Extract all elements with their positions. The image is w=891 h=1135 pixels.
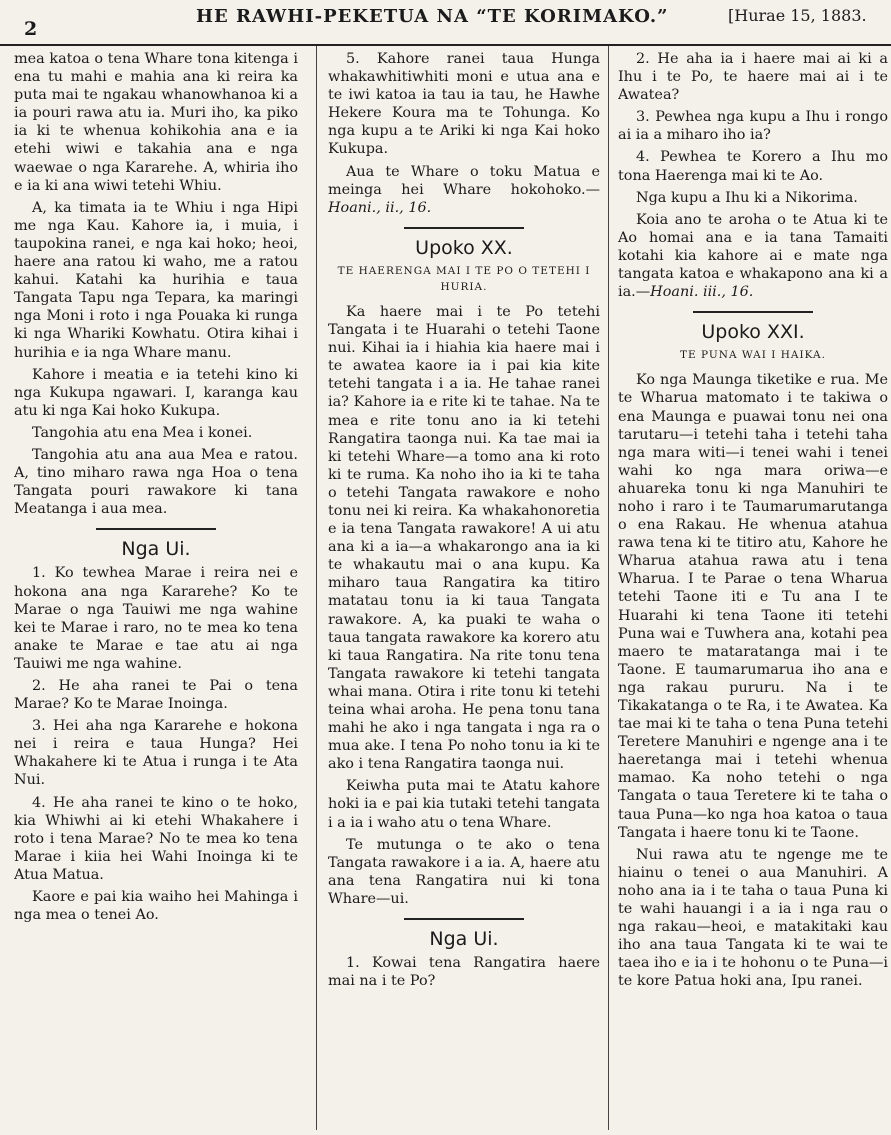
paragraph: Te mutunga o te ako o tena Tangata rawakore i a ia. A, haere atu ana tena Rangatira nui ki tona Whare—ui. (328, 836, 600, 907)
page-header (0, 0, 891, 44)
paragraph: Ka haere mai i te Po tetehi Tangata i te Huarahi o tetehi Taone nui. Kihai ia i hiahia kia haere mai i te awatea kaore ia i pai kia kite tetehi tangata i a ia. He tahae ranei ia? Kahore ia e rite ki te tahae. Na te mea e rite tonu ano ia ki tetehi Rangatira taonga nui. Ka tae mai ia ki tetehi Whare—a tomo ana ki roto ki te ruma. Ka noho iho ia ki te taha o tetehi Tangata rawakore e noho tonu nei ki reira. Ka whakahonoretia e ia tena Tangata rawakore! A ui atu ana ki a ia—a whakarongo ana ia ki te whakautu mai o ana kupu. Ka miharo taua Rangatira ka titiro matatau tonu ia ki taua Tangata rawakore. A, ka puaki te waha o taua tangata rawakore ka korero atu ki taua Rangatira. Na rite tonu tena Tangata rawakore ki tetehi tangata whai mana. Otira i rite tonu ki tetehi teina whai aroha. He pena tonu tana mahi he ako i nga tangata i nga ra o mua ake. I tena Po noho tonu ia ki te ako i tena Rangatira taonga nui. (328, 303, 600, 773)
issue-date: [Hurae 15, 1883. (728, 6, 867, 25)
question: 2. He aha ia i haere mai ai ki a Ihu i te Po, te haere mai ai i te Awatea? (618, 51, 888, 104)
section-rule (404, 918, 524, 920)
question: 5. Kahore ranei taua Hunga whakawhitiwhiti moni e utua ana e te iwi katoa ia tau ia tau, he Hawhe Hekere Koura ma te Tohunga. Ko nga kupu a te Ariki ki nga Kai hoko Kukupa. (328, 51, 600, 158)
question: 2. He aha ranei te Pai o tena Marae? Ko te Marae Inoinga. (14, 678, 298, 713)
chapter-subheading: TE HAERENGA MAI I TE PO O TETEHI I HURIA. (337, 264, 591, 293)
quote-text: Aua te Whare o toku Matua e meinga hei Whare hokohoko.— (328, 163, 600, 198)
question: 1. Ko tewhea Marae i reira nei e hokona ana nga Kararehe? Ko te Marae o nga Tauiwi me nga wahine kei te Marae i raro, no te mea ko tena anake te Marae e tae atu ai nga Tauiwi me nga wahine. (14, 565, 298, 672)
question: 3. Hei aha nga Kararehe e hokona nei i reira e taua Hunga? Hei Whakahere ki te Atua i runga i te Ata Nui. (14, 718, 298, 789)
section-rule (693, 311, 813, 313)
column-1 (14, 50, 298, 1130)
header-rule (0, 44, 891, 46)
question: 4. He aha ranei te kino o te hoko, kia Whiwhi ai ki etehi Whakahere i roto i tena Marae? No te mea ko tena Marae i kiia hei Wahi Inoinga ki te Atua Matua. (14, 794, 298, 883)
question: 4. Pewhea te Korero a Ihu mo tona Haerenga mai ki te Ao. (618, 149, 888, 184)
question: 3. Pewhea nga kupu a Ihu i rongo ai ia a miharo iho ia? (618, 109, 888, 144)
question: Kaore e pai kia waiho hei Mahinga i nga mea o tenei Ao. (14, 889, 298, 924)
paragraph: Nui rawa atu te ngenge me te hiainu o tenei o aua Manuhiri. A noho ana ia i te taha o taua Puna ki te wahi hauangi i a ia i nga rau o nga rakau—heoi, e matakitaki kau iho ana taua Tangata ki te wai te taea iho e ia i te hohonu o te Puna—i te kore Patua hoki ana, Ipu ranei. (618, 846, 888, 990)
scripture-reference: Hoani. iii., 16. (650, 284, 754, 301)
answer: Nga kupu a Ihu ki a Nikorima. (636, 189, 858, 206)
paragraph: Keiwha puta mai te Atatu kahore hoki ia e pai kia tutaki tetehi tangata i a ia i waho atu o tena Whare. (328, 778, 600, 831)
scripture-reference: Hoani., ii., 16. (328, 199, 432, 216)
quote-text: Koia ano te aroha o te Atua ki te Ao homai ana e ia tana Tamaiti kotahi kia kahore ai e mate nga tangata katoa e whakapono ana ki a ia.— (618, 211, 888, 301)
chapter-subheading: TE PUNA WAI I HAIKA. (680, 349, 826, 362)
newspaper-title: HE RAWHI-PEKETUA NA “TE KORIMAKO.” (196, 6, 669, 27)
paragraph: A, ka timata ia te Whiu i nga Hipi me nga Kau. Kahore ia, i muia, i taupokina ranei, e nga kai hoko; heoi, haere ana ratou ki waho, me a ratou kahui. Katahi ka hurihia e taua Tangata Tapu nga Tepara, ka maringi nga Moni i roto i nga Pouaka ki runga ki nga Whariki Kowhatu. Otira kihai i hurihia e ia nga Whare manu. (14, 199, 298, 361)
question: 1. Kowai tena Rangatira haere mai na i te Po? (328, 955, 600, 990)
column-3 (618, 50, 888, 1130)
section-rule (404, 227, 524, 229)
chapter-heading: Upoko XX. (415, 236, 513, 259)
paragraph: Tangohia atu ana aua Mea e ratou. A, tino miharo rawa nga Hoa o tena Tangata pouri rawakore ki tana Meatanga i aua mea. (14, 446, 298, 518)
paragraph: Tangohia atu ena Mea i konei. (32, 424, 253, 441)
column-2 (328, 50, 600, 1130)
paragraph: mea katoa o tena Whare tona kitenga i ena tu mahi e mahia ana ki reira ka puta mai te ngakau whanowhanoa ki a ia pouri rawa atu ia. Muri iho, ka piko ia ki te whenua kohikohia ana e ia etehi wiwi e takahia ana e nga waewae o nga Kararehe. A, whiria iho e ia ki ana wiwi tetehi Whiu. (14, 51, 298, 194)
page-number: 2 (24, 18, 38, 40)
column-divider-2 (608, 46, 609, 1130)
section-heading: Nga Ui. (121, 538, 191, 561)
paragraph: Ko nga Maunga tiketike e rua. Me te Wharua matomato i te takiwa o ena Maunga e puawai tonu nei ona tarutaru—i tetehi taha i tetehi taha nga mara witi—i tenei wahi i tenei wahi ko nga mara oriwa—e ahuareka tonu ki nga Manuhiri te noho i raro i te Taumarumarutanga o ena Rakau. He whenua atahua rawa tena ki te titiro atu, Kahore he Wharua atahua rawa atu i tena Wharua. I te Parae o tena Wharua tetehi Taone iti e Tu ana I te Huarahi ki tena Taone iti tetehi Puna wai e Tuwhera ana, kotahi pea maero te mataratanga mai i te Taone. E taumarumarua iho ana e nga rakau pururu. Na i te Tikakatanga o te Ra, i te Awatea. Ka tae mai ki te taha o tena Puna tetehi Teretere Manuhiri e ngenge ana i te haeretanga mai i tetehi whenua mamao. Ka noho tetehi o nga Tangata o taua Teretere ki te taha o taua Puna—ko nga hoa katoa o taua Tangata i haere tonu ki te Taone. (618, 372, 888, 841)
paragraph (328, 163, 600, 217)
column-divider-1 (316, 46, 317, 1130)
section-heading: Nga Ui. (429, 928, 499, 951)
section-rule (96, 528, 216, 530)
paragraph: Kahore i meatia e ia tetehi kino ki nga Kukupa ngawari. I, karanga kau atu ki nga Kai hoko Kukupa. (14, 366, 298, 419)
answer (618, 211, 888, 301)
chapter-heading: Upoko XXI. (701, 321, 805, 344)
